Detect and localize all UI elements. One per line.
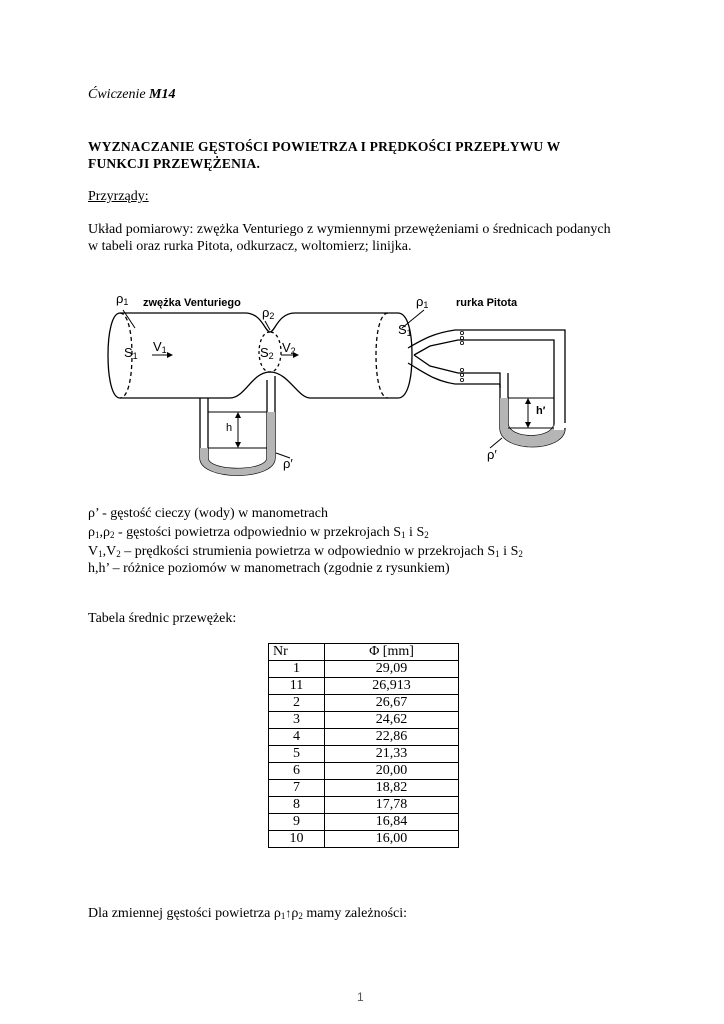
instruments-heading: Przyrządy:	[88, 189, 149, 204]
table-row	[269, 763, 459, 780]
page-number: 1	[357, 990, 364, 1004]
venturi-pitot-diagram	[90, 288, 570, 478]
rho-prime-right-label: ρ′	[487, 447, 497, 462]
cell-nr: 6	[269, 763, 325, 780]
cell-nr: 5	[269, 746, 325, 763]
diameter-table	[268, 643, 459, 848]
cell-phi: 18,82	[325, 780, 459, 797]
venturi-left-end	[108, 313, 120, 398]
cell-phi: 26,67	[325, 695, 459, 712]
table-body	[269, 661, 459, 848]
table-row	[269, 780, 459, 797]
setup-line-2: w tabeli oraz rurka Pitota, odkurzacz, woltomierz; linijka.	[88, 239, 412, 254]
cell-phi: 22,86	[325, 729, 459, 746]
table-row	[269, 661, 459, 678]
cell-phi: 26,913	[325, 678, 459, 695]
cell-nr: 1	[269, 661, 325, 678]
title-line-1: WYZNACZANIE GĘSTOŚCI POWIETRZA I PRĘDKOŚCI PRZEPŁYWU W	[88, 139, 561, 154]
flow-arrow-v1	[167, 352, 173, 358]
h-label: h	[226, 422, 233, 434]
exercise-prefix: Ćwiczenie	[88, 87, 150, 102]
cell-phi: 24,62	[325, 712, 459, 729]
table-row	[269, 678, 459, 695]
rho2-label: $\rho_2$	[262, 305, 275, 321]
exercise-code: M14	[149, 87, 176, 102]
cell-nr: 11	[269, 678, 325, 695]
cell-nr: 8	[269, 797, 325, 814]
pitot-liquid	[500, 398, 565, 447]
cell-nr: 10	[269, 831, 325, 848]
table-row	[269, 831, 459, 848]
section-s1-right	[376, 313, 388, 398]
rho-prime-left-label: ρ′	[283, 456, 293, 471]
cell-nr: 4	[269, 729, 325, 746]
cell-nr: 2	[269, 695, 325, 712]
cell-phi: 29,09	[325, 661, 459, 678]
s1-left-label: $S_1$	[124, 345, 138, 361]
v2-label: $V_2$	[282, 340, 296, 356]
legend-rho: $\rho_1,\rho_2$ - gęstości powietrza odpowiednio w przekrojach $S_1$ i $S_2$	[88, 525, 429, 540]
table-header-row	[269, 644, 459, 661]
v1-label: $V_1$	[153, 339, 167, 355]
table-row	[269, 797, 459, 814]
venturi-label: zwężka Venturiego	[143, 297, 241, 309]
cell-phi: 17,78	[325, 797, 459, 814]
s1-right-label: $S_1$	[398, 322, 412, 338]
exercise-label	[88, 86, 176, 103]
col-phi-header: Φ [mm]	[325, 644, 459, 661]
table-row	[269, 729, 459, 746]
cell-phi: 16,84	[325, 814, 459, 831]
footer-sentence: Dla zmiennej gęstości powietrza $\rho_1↑\rho_2$ mamy zależności:	[88, 906, 408, 921]
legend-h: h,h’ – różnice poziomów w manometrach (zgodnie z rysunkiem)	[88, 561, 450, 576]
cell-nr: 3	[269, 712, 325, 729]
cell-phi: 16,00	[325, 831, 459, 848]
pitot-tube	[408, 330, 565, 447]
rho1-right-label: $\rho_1$	[416, 294, 429, 310]
venturi-bottom-wall	[120, 372, 398, 398]
s2-label: $S_2$	[260, 345, 274, 361]
cell-nr: 9	[269, 814, 325, 831]
table-caption: Tabela średnic przewężek:	[88, 611, 237, 626]
legend-v: $V_1,V_2$ – prędkości strumienia powietrza w odpowiednio w przekrojach $S_1$ i $S_2$	[88, 544, 523, 559]
table-row	[269, 695, 459, 712]
manometer-left	[200, 376, 275, 475]
title-line-2: FUNKCJI PRZEWĘŻENIA.	[88, 156, 261, 171]
cell-phi: 20,00	[325, 763, 459, 780]
legend-rho-prime: ρ’ - gęstość cieczy (wody) w manometrach	[88, 506, 328, 521]
cell-nr: 7	[269, 780, 325, 797]
table-row	[269, 712, 459, 729]
pitot-label: rurka Pitota	[456, 297, 518, 309]
table-row	[269, 746, 459, 763]
setup-line-1: Układ pomiarowy: zwężka Venturiego z wymiennymi przewężeniami o średnicach podanych	[88, 222, 611, 237]
col-nr-header: Nr	[269, 644, 325, 661]
h-prime-label: h′	[536, 405, 546, 417]
venturi-top-wall	[120, 313, 398, 332]
rho1-left-label: $\rho_1$	[116, 291, 129, 307]
table-row	[269, 814, 459, 831]
cell-phi: 21,33	[325, 746, 459, 763]
